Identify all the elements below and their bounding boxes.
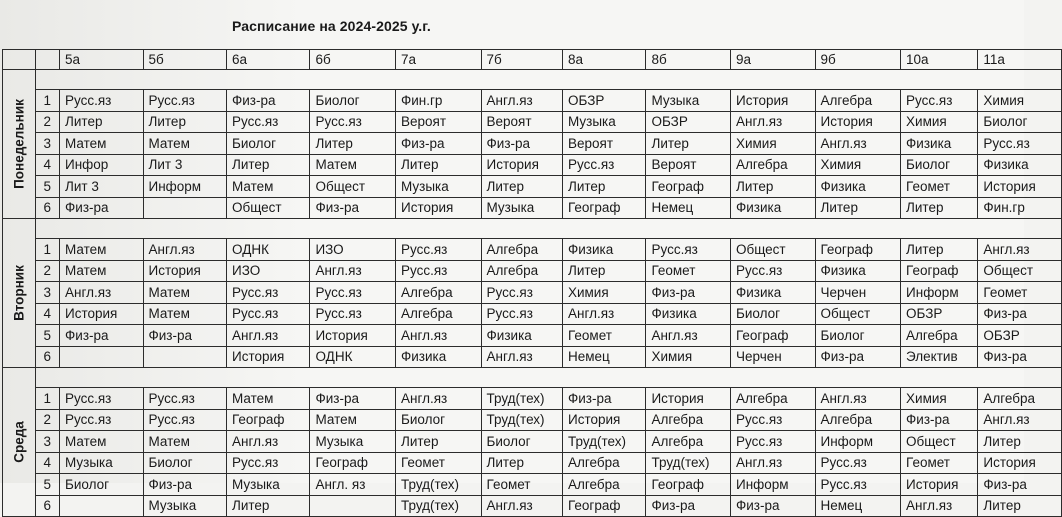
lesson-row	[3, 133, 1062, 155]
lesson-cell: Матем	[310, 154, 396, 176]
lesson-cell: Литер	[396, 431, 482, 453]
lesson-cell: Физ-ра	[60, 197, 143, 219]
lesson-cell: Русс.яз	[815, 452, 901, 474]
lesson-number: 3	[35, 282, 59, 304]
lesson-cell: Литер	[310, 133, 396, 155]
separator-cell	[35, 70, 1061, 90]
lesson-cell: Географ	[562, 495, 645, 517]
lesson-cell	[60, 495, 143, 517]
class-header: 5а	[60, 50, 143, 70]
lesson-cell: История	[60, 303, 143, 325]
lesson-cell: Литер	[978, 495, 1062, 517]
lesson-number: 2	[35, 260, 59, 282]
lesson-cell: Англ.яз	[730, 452, 815, 474]
lesson-cell: Литер	[396, 154, 482, 176]
lesson-cell: Общест	[815, 303, 901, 325]
lesson-row	[3, 154, 1062, 176]
lesson-cell: Музыка	[481, 197, 562, 219]
lesson-cell: Литер	[901, 197, 978, 219]
lesson-cell: Электив	[901, 346, 978, 368]
lesson-cell: Англ.яз	[396, 388, 482, 410]
lesson-cell: Химия	[901, 388, 978, 410]
lesson-cell: Литер	[562, 260, 645, 282]
lesson-cell: Инфор	[60, 154, 143, 176]
lesson-cell: ОБЗР	[901, 303, 978, 325]
lesson-cell: Химия	[978, 90, 1062, 112]
lesson-cell: Литер	[481, 176, 562, 198]
class-header: 9а	[730, 50, 815, 70]
lesson-cell: Труд(тех)	[481, 388, 562, 410]
lesson-cell: Немец	[646, 197, 731, 219]
lesson-cell: Алгебра	[646, 409, 731, 431]
lesson-cell: Физ-ра	[646, 282, 731, 304]
lesson-cell: Англ.яз	[396, 325, 482, 347]
lesson-cell: Русс.яз	[901, 90, 978, 112]
lesson-cell: ОБЗР	[978, 325, 1062, 347]
lesson-cell: Алгебра	[481, 239, 562, 261]
lesson-cell: Матем	[310, 409, 396, 431]
lesson-cell: Труд(тех)	[646, 452, 731, 474]
lesson-cell: Литер	[978, 431, 1062, 453]
lesson-cell: Общест	[730, 239, 815, 261]
lesson-cell	[143, 346, 226, 368]
lesson-cell: Биолог	[481, 431, 562, 453]
lesson-cell: Алгебра	[730, 154, 815, 176]
lesson-cell: Труд(тех)	[396, 474, 482, 496]
lesson-cell: Физ-ра	[310, 388, 396, 410]
lesson-cell: Алгебра	[481, 260, 562, 282]
lesson-cell: Русс.яз	[730, 431, 815, 453]
lesson-cell: Черчен	[730, 346, 815, 368]
lesson-cell	[310, 495, 396, 517]
lesson-cell: Географ	[815, 239, 901, 261]
lesson-cell: История	[978, 452, 1062, 474]
class-header: 5б	[143, 50, 226, 70]
lesson-cell: Русс.яз	[815, 474, 901, 496]
separator-cell	[35, 219, 1061, 239]
lesson-cell: История	[396, 197, 482, 219]
class-header: 10а	[901, 50, 978, 70]
lesson-cell: Физ-ра	[396, 133, 482, 155]
lesson-cell: Англ.яз	[481, 90, 562, 112]
lesson-cell: История	[901, 474, 978, 496]
day-separator-row	[3, 219, 1062, 239]
class-header: 8б	[646, 50, 731, 70]
lesson-cell: История	[562, 409, 645, 431]
lesson-cell: Биолог	[901, 154, 978, 176]
lesson-cell: ОБЗР	[646, 111, 731, 133]
lesson-cell: Матем	[143, 282, 226, 304]
lesson-cell: Матем	[60, 133, 143, 155]
lesson-number: 3	[35, 431, 59, 453]
lesson-cell: Англ.яз	[730, 111, 815, 133]
lesson-cell: Англ.яз	[60, 282, 143, 304]
class-header: 9б	[815, 50, 901, 70]
lesson-cell: Англ.яз	[646, 325, 731, 347]
lesson-cell: ИЗО	[226, 260, 309, 282]
lesson-cell: Русс.яз	[730, 409, 815, 431]
lesson-cell: Физ-ра	[60, 325, 143, 347]
schedule-body	[3, 50, 1062, 517]
lesson-cell: Литер	[481, 452, 562, 474]
lesson-cell: История	[481, 154, 562, 176]
lesson-cell: Литер	[730, 176, 815, 198]
lesson-cell: Физ-ра	[481, 133, 562, 155]
lesson-cell: Алгебра	[562, 474, 645, 496]
lesson-number: 6	[35, 495, 59, 517]
day-cell	[3, 70, 36, 219]
lesson-number: 1	[35, 239, 59, 261]
lesson-cell: Биолог	[730, 303, 815, 325]
lesson-cell: Немец	[815, 495, 901, 517]
lesson-cell: Алгебра	[730, 388, 815, 410]
lesson-cell: Алгебра	[978, 388, 1062, 410]
lesson-cell: Русс.яз	[481, 303, 562, 325]
lesson-cell: Алгебра	[562, 452, 645, 474]
lesson-cell: Русс.яз	[310, 303, 396, 325]
lesson-cell: Русс.яз	[143, 409, 226, 431]
lesson-cell: Геомет	[646, 260, 731, 282]
lesson-row	[3, 388, 1062, 410]
lesson-cell: Физ-ра	[978, 346, 1062, 368]
lesson-cell: Русс.яз	[396, 260, 482, 282]
lesson-cell: Англ.яз	[978, 409, 1062, 431]
lesson-cell: Русс.яз	[226, 303, 309, 325]
lesson-cell: Матем	[226, 388, 309, 410]
lesson-cell: Музыка	[143, 495, 226, 517]
lesson-cell: Геомет	[396, 452, 482, 474]
lesson-cell: Физ-ра	[226, 90, 309, 112]
lesson-number: 6	[35, 346, 59, 368]
lesson-row	[3, 431, 1062, 453]
lesson-cell: Физика	[815, 260, 901, 282]
lesson-cell: Биолог	[396, 409, 482, 431]
lesson-cell: Вероят	[396, 111, 482, 133]
lesson-cell: Физ-ра	[562, 388, 645, 410]
lesson-cell: Русс.яз	[396, 239, 482, 261]
lesson-cell: Физика	[815, 176, 901, 198]
lesson-cell: Географ	[730, 325, 815, 347]
lesson-cell: Химия	[646, 346, 731, 368]
lesson-number: 1	[35, 388, 59, 410]
lesson-number: 5	[35, 325, 59, 347]
class-header: 7б	[481, 50, 562, 70]
class-header: 11а	[978, 50, 1062, 70]
lesson-cell: Литер	[815, 197, 901, 219]
lesson-cell: Литер	[226, 495, 309, 517]
corner-cell	[35, 50, 59, 70]
lesson-cell: Алгебра	[815, 409, 901, 431]
lesson-number: 1	[35, 90, 59, 112]
lesson-cell: Физ-ра	[815, 346, 901, 368]
lesson-cell: Матем	[143, 133, 226, 155]
lesson-cell: Музыка	[310, 431, 396, 453]
lesson-row	[3, 325, 1062, 347]
day-label: Понедельник	[11, 99, 27, 189]
lesson-cell: Биолог	[60, 474, 143, 496]
lesson-cell: Геомет	[901, 452, 978, 474]
lesson-cell: Геомет	[562, 325, 645, 347]
lesson-cell: Литер	[60, 111, 143, 133]
lesson-cell: Физ-ра	[143, 325, 226, 347]
lesson-cell: Литер	[562, 176, 645, 198]
lesson-cell: Общест	[310, 176, 396, 198]
lesson-number: 3	[35, 133, 59, 155]
lesson-cell: Матем	[60, 431, 143, 453]
class-header: 6б	[310, 50, 396, 70]
lesson-row	[3, 303, 1062, 325]
lesson-cell: Литер	[226, 154, 309, 176]
lesson-cell: Алгебра	[646, 431, 731, 453]
lesson-cell: Англ.яз	[815, 133, 901, 155]
lesson-cell: Общест	[978, 260, 1062, 282]
lesson-cell: Физика	[730, 282, 815, 304]
lesson-cell: Фин.гр	[396, 90, 482, 112]
lesson-cell: Физ-ра	[143, 474, 226, 496]
lesson-cell: Физика	[978, 154, 1062, 176]
lesson-cell: Русс.яз	[60, 409, 143, 431]
lesson-cell: Русс.яз	[226, 282, 309, 304]
lesson-row	[3, 474, 1062, 496]
separator-cell	[35, 368, 1061, 388]
lesson-cell: Музыка	[562, 111, 645, 133]
lesson-cell: Музыка	[646, 90, 731, 112]
lesson-cell: Физика	[562, 239, 645, 261]
lesson-cell: Физика	[646, 303, 731, 325]
lesson-number: 2	[35, 409, 59, 431]
lesson-cell: Физ-ра	[310, 197, 396, 219]
class-header: 8а	[562, 50, 645, 70]
schedule-table	[2, 49, 1062, 517]
lesson-cell: Англ. яз	[310, 474, 396, 496]
lesson-cell: Физ-ра	[730, 495, 815, 517]
lesson-cell: Геомет	[978, 282, 1062, 304]
day-separator-row	[3, 368, 1062, 388]
lesson-cell: Англ.яз	[562, 303, 645, 325]
lesson-cell: Информ	[730, 474, 815, 496]
lesson-cell: Матем	[143, 303, 226, 325]
day-label: Вторник	[11, 265, 27, 321]
lesson-row	[3, 409, 1062, 431]
lesson-cell: Русс.яз	[143, 388, 226, 410]
lesson-cell: История	[815, 111, 901, 133]
lesson-number: 5	[35, 474, 59, 496]
lesson-cell: Общест	[226, 197, 309, 219]
lesson-cell: Англ.яз	[226, 431, 309, 453]
lesson-row	[3, 282, 1062, 304]
lesson-cell: Русс.яз	[226, 111, 309, 133]
lesson-cell: Географ	[226, 409, 309, 431]
lesson-cell: Физика	[481, 325, 562, 347]
lesson-cell: Геомет	[481, 474, 562, 496]
lesson-cell: Физ-ра	[646, 495, 731, 517]
lesson-cell: Географ	[646, 176, 731, 198]
lesson-cell: Черчен	[815, 282, 901, 304]
class-header: 6а	[226, 50, 309, 70]
lesson-number: 6	[35, 197, 59, 219]
lesson-cell: Русс.яз	[143, 90, 226, 112]
lesson-cell: Немец	[562, 346, 645, 368]
lesson-cell: История	[143, 260, 226, 282]
lesson-cell: Русс.яз	[730, 260, 815, 282]
lesson-cell: Геомет	[901, 176, 978, 198]
lesson-cell: Географ	[562, 197, 645, 219]
lesson-cell	[143, 197, 226, 219]
lesson-cell: Информ	[815, 431, 901, 453]
lesson-cell: Литер	[143, 111, 226, 133]
lesson-number: 4	[35, 452, 59, 474]
lesson-cell: Информ	[143, 176, 226, 198]
lesson-cell: Лит 3	[60, 176, 143, 198]
lesson-cell: Труд(тех)	[562, 431, 645, 453]
lesson-cell: ОБЗР	[562, 90, 645, 112]
lesson-cell: Русс.яз	[562, 154, 645, 176]
lesson-cell: Биолог	[310, 90, 396, 112]
lesson-cell: Русс.яз	[646, 239, 731, 261]
lesson-cell: Химия	[815, 154, 901, 176]
lesson-cell: Географ	[310, 452, 396, 474]
lesson-number: 2	[35, 111, 59, 133]
lesson-row	[3, 197, 1062, 219]
lesson-number: 5	[35, 176, 59, 198]
lesson-cell: Музыка	[396, 176, 482, 198]
lesson-cell: История	[226, 346, 309, 368]
lesson-cell: Общест	[901, 431, 978, 453]
lesson-cell: Музыка	[226, 474, 309, 496]
lesson-cell: ИЗО	[310, 239, 396, 261]
lesson-cell: Англ.яз	[310, 260, 396, 282]
lesson-cell: Географ	[901, 260, 978, 282]
lesson-cell: Матем	[60, 239, 143, 261]
lesson-cell: Англ.яз	[901, 495, 978, 517]
lesson-cell: Труд(тех)	[396, 495, 482, 517]
day-cell	[3, 368, 36, 517]
lesson-cell: ОДНК	[310, 346, 396, 368]
lesson-cell: Русс.яз	[481, 282, 562, 304]
lesson-cell: Англ.яз	[481, 346, 562, 368]
lesson-cell: Химия	[730, 133, 815, 155]
lesson-cell: Русс.яз	[310, 111, 396, 133]
lesson-cell: Алгебра	[396, 282, 482, 304]
lesson-cell: История	[646, 388, 731, 410]
lesson-cell: Англ.яз	[143, 239, 226, 261]
lesson-cell: Вероят	[562, 133, 645, 155]
lesson-cell: Фин.гр	[978, 197, 1062, 219]
class-header: 7а	[396, 50, 482, 70]
lesson-cell: Биолог	[815, 325, 901, 347]
lesson-cell: Русс.яз	[226, 452, 309, 474]
lesson-cell: Труд(тех)	[481, 409, 562, 431]
lesson-cell: Русс.яз	[978, 133, 1062, 155]
lesson-cell: Матем	[143, 431, 226, 453]
lesson-cell: Англ.яз	[226, 325, 309, 347]
day-cell	[3, 219, 36, 368]
lesson-cell: Химия	[562, 282, 645, 304]
lesson-number: 4	[35, 154, 59, 176]
lesson-row	[3, 260, 1062, 282]
lesson-cell: ОДНК	[226, 239, 309, 261]
lesson-cell: Физ-ра	[978, 303, 1062, 325]
lesson-row	[3, 90, 1062, 112]
lesson-cell: Русс.яз	[310, 282, 396, 304]
header-row	[3, 50, 1062, 70]
lesson-cell: Литер	[901, 239, 978, 261]
lesson-cell: Химия	[901, 111, 978, 133]
lesson-cell: Вероят	[481, 111, 562, 133]
lesson-cell: Литер	[646, 133, 731, 155]
lesson-cell: Физика	[730, 197, 815, 219]
lesson-number: 4	[35, 303, 59, 325]
lesson-row	[3, 452, 1062, 474]
page-title: Расписание на 2024-2025 у.г.	[232, 18, 431, 34]
lesson-cell: Русс.яз	[60, 90, 143, 112]
lesson-cell: Физ-ра	[901, 409, 978, 431]
lesson-cell	[60, 346, 143, 368]
lesson-cell: Матем	[226, 176, 309, 198]
lesson-cell: Матем	[60, 260, 143, 282]
lesson-cell: Англ.яз	[978, 239, 1062, 261]
lesson-cell: Географ	[646, 474, 731, 496]
lesson-row	[3, 239, 1062, 261]
day-separator-row	[3, 70, 1062, 90]
lesson-cell: История	[730, 90, 815, 112]
corner-cell	[3, 50, 36, 70]
lesson-row	[3, 111, 1062, 133]
lesson-cell: Физика	[901, 133, 978, 155]
lesson-cell: Физ-ра	[978, 474, 1062, 496]
lesson-row	[3, 176, 1062, 198]
lesson-cell: Биолог	[143, 452, 226, 474]
lesson-cell: Информ	[901, 282, 978, 304]
lesson-row	[3, 346, 1062, 368]
lesson-cell: Англ.яз	[481, 495, 562, 517]
lesson-cell: Музыка	[60, 452, 143, 474]
lesson-cell: Алгебра	[815, 90, 901, 112]
lesson-cell: Англ.яз	[815, 388, 901, 410]
lesson-cell: Алгебра	[901, 325, 978, 347]
lesson-cell: Русс.яз	[60, 388, 143, 410]
lesson-cell: Алгебра	[396, 303, 482, 325]
lesson-cell: Лит 3	[143, 154, 226, 176]
lesson-cell: Биолог	[226, 133, 309, 155]
lesson-row	[3, 495, 1062, 517]
lesson-cell: Вероят	[646, 154, 731, 176]
lesson-cell: История	[310, 325, 396, 347]
day-label: Среда	[11, 421, 27, 463]
lesson-cell: Физика	[396, 346, 482, 368]
lesson-cell: История	[978, 176, 1062, 198]
lesson-cell: Биолог	[978, 111, 1062, 133]
